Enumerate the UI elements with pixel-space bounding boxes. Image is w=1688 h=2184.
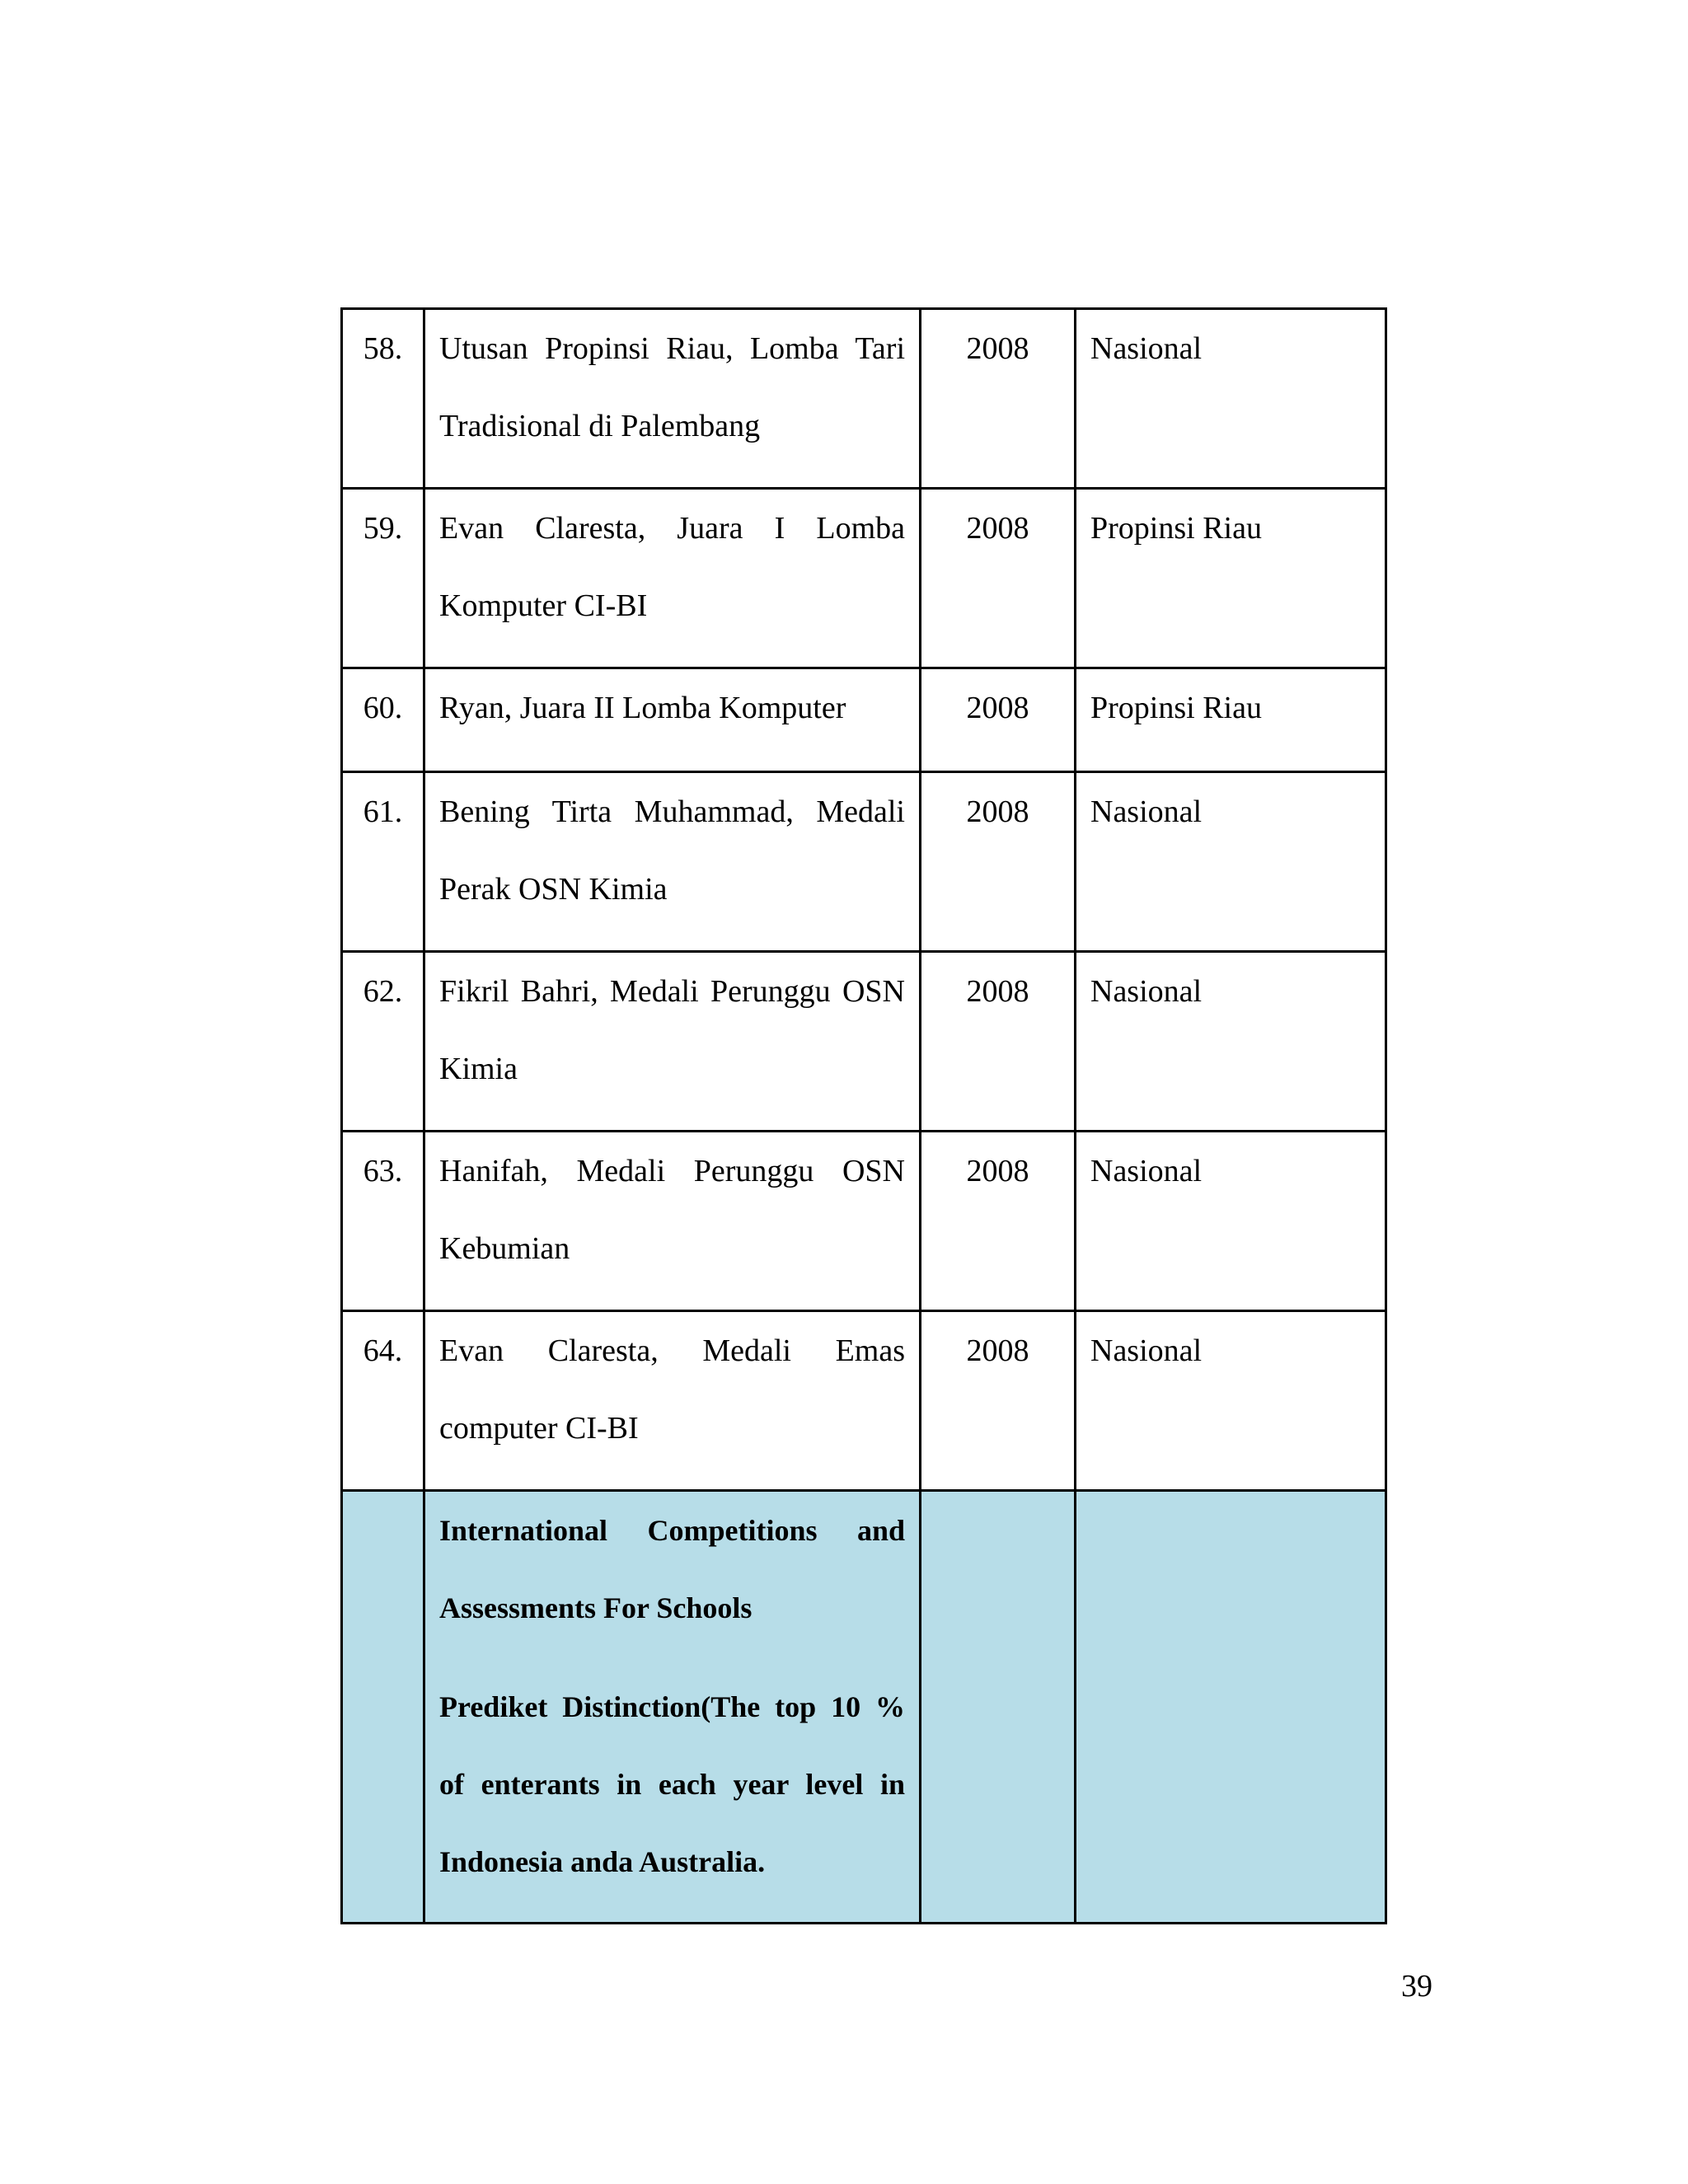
row-description: Utusan Propinsi Riau, Lomba Tari Tradisional di Palembang	[424, 309, 921, 489]
row-year: 2008	[921, 489, 1076, 668]
row-number: 63.	[342, 1132, 424, 1311]
table-row	[342, 668, 1386, 772]
row-year: 2008	[921, 309, 1076, 489]
row-description: Bening Tirta Muhammad, Medali Perak OSN Kimia	[424, 772, 921, 952]
table-row	[342, 1132, 1386, 1311]
row-number: 64.	[342, 1311, 424, 1491]
row-level-empty	[1076, 1491, 1386, 1924]
row-level: Nasional	[1076, 309, 1386, 489]
row-description: Evan Claresta, Juara I Lomba Komputer CI-BI	[424, 489, 921, 668]
row-description: Evan Claresta, Medali Emas computer CI-BI	[424, 1311, 921, 1491]
row-level: Nasional	[1076, 1132, 1386, 1311]
row-level: Propinsi Riau	[1076, 668, 1386, 772]
table-row	[342, 952, 1386, 1132]
row-level: Nasional	[1076, 1311, 1386, 1491]
row-description: Hanifah, Medali Perunggu OSN Kebumian	[424, 1132, 921, 1311]
row-level: Propinsi Riau	[1076, 489, 1386, 668]
international-section-row	[342, 1491, 1386, 1924]
row-level: Nasional	[1076, 772, 1386, 952]
row-year: 2008	[921, 1132, 1076, 1311]
international-section-cell	[424, 1491, 921, 1924]
row-level: Nasional	[1076, 952, 1386, 1132]
table-row	[342, 772, 1386, 952]
row-description: Fikril Bahri, Medali Perunggu OSN Kimia	[424, 952, 921, 1132]
row-number-empty	[342, 1491, 424, 1924]
distinction-note: Prediket Distinction(The top 10 % of enterants in each year level in Indonesia anda Australia.	[439, 1690, 905, 1878]
table-row	[342, 309, 1386, 489]
row-year-empty	[921, 1491, 1076, 1924]
row-number: 58.	[342, 309, 424, 489]
row-number: 60.	[342, 668, 424, 772]
row-year: 2008	[921, 952, 1076, 1132]
row-year: 2008	[921, 772, 1076, 952]
row-year: 2008	[921, 1311, 1076, 1491]
row-year: 2008	[921, 668, 1076, 772]
table-row	[342, 489, 1386, 668]
page-number: 39	[1401, 1969, 1432, 2004]
international-heading: International Competitions and Assessments For Schools	[439, 1514, 905, 1624]
row-number: 61.	[342, 772, 424, 952]
achievements-table	[340, 307, 1387, 1924]
row-number: 62.	[342, 952, 424, 1132]
table-row	[342, 1311, 1386, 1491]
row-description: Ryan, Juara II Lomba Komputer	[424, 668, 921, 772]
row-number: 59.	[342, 489, 424, 668]
